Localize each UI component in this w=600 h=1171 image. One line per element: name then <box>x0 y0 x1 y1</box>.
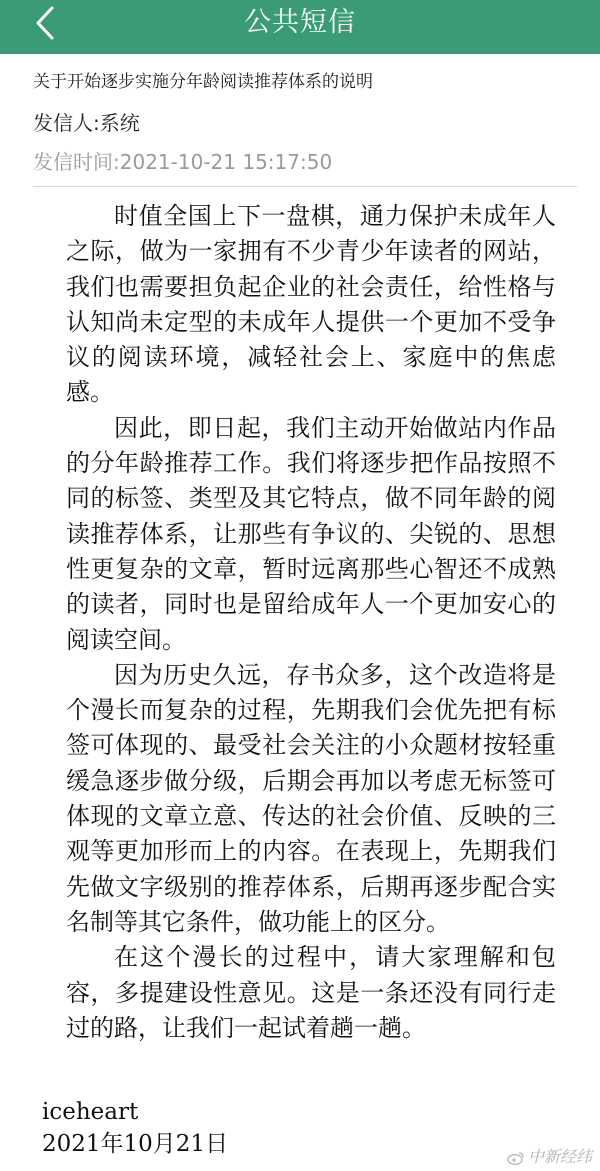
page-title: 公共短信 <box>244 7 356 38</box>
body-paragraph-3: 因为历史久远，存书众多，这个改造将是个漫长而复杂的过程，先期我们会优先把有标签可体现的、最受社会关注的小众题材按轻重缓急逐步做分级，后期会再加以考虑无标签可体现的文章立意、传达的社会价值、反映的三观等更加形而上的内容。在表现上，先期我们先做文字级别的推荐体系，后期再逐步配合实名制等其它条件，做功能上的区分。 <box>66 660 556 936</box>
signature-block <box>42 1096 228 1160</box>
body-paragraph-1: 时值全国上下一盘棋，通力保护未成年人之际，做为一家拥有不少青少年读者的网站，我们也需要担负起企业的社会责任，给性格与认知尚未定型的未成年人提供一个更加不受争议的阅读环境，减轻社会上、家庭中的焦虑感。 <box>66 202 556 407</box>
message-subject: 关于开始逐步实施分年龄阅读推荐体系的说明 <box>33 72 373 92</box>
message-body <box>66 199 556 1046</box>
body-paragraph-4: 在这个漫长的过程中，请大家理解和包容，多提建设性意见。这是一条还没有同行走过的路，让我们一起试着趟一趟。 <box>66 943 556 1042</box>
sender-value: 系统 <box>99 111 140 135</box>
sender-label: 发信人: <box>33 111 100 135</box>
weibo-logo-icon <box>507 1151 525 1165</box>
body-paragraph-2: 因此，即日起，我们主动开始做站内作品的分年龄推荐工作。我们将逐步把作品按照不同的标签、类型及其它特点，做不同年龄的阅读推荐体系，让那些有争议的、尖锐的、思想性更复杂的文章，暂时远离那些心智还不成熟的读者，同时也是留给成年人一个更加安心的阅读空间。 <box>66 413 556 654</box>
sender-row <box>33 107 140 136</box>
watermark <box>507 1144 592 1167</box>
signature-date: 2021年10月21日 <box>42 1131 229 1157</box>
watermark-text: 中新经纬 <box>527 1147 592 1166</box>
send-time-row <box>33 146 332 175</box>
header-divider <box>33 186 577 187</box>
app-header <box>0 0 600 54</box>
signature-name: iceheart <box>42 1099 139 1125</box>
send-time-value: 2021-10-21 15:17:50 <box>119 150 333 174</box>
send-time-label: 发信时间: <box>33 150 120 174</box>
